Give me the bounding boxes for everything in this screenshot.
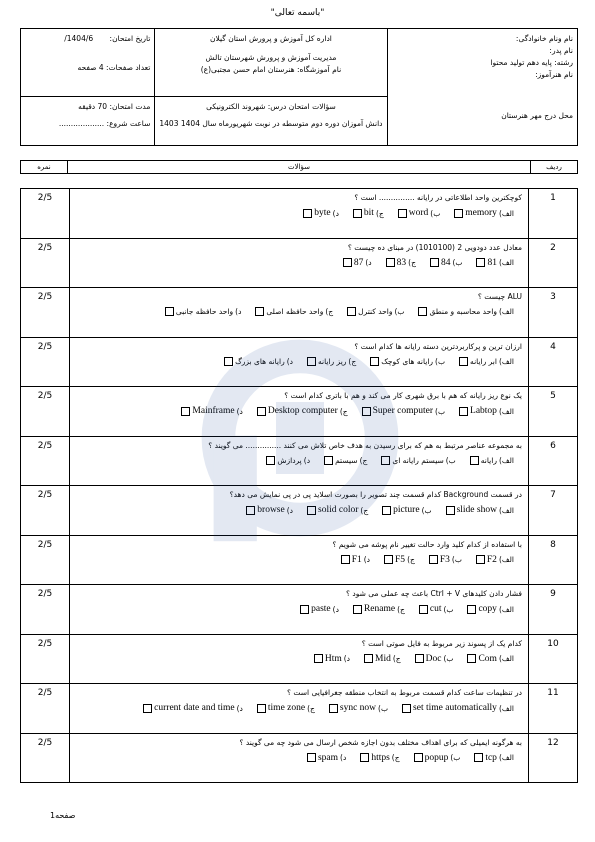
option-text: copy [478,604,497,614]
question-body [70,634,529,684]
question-text: به هرگونه ایمیلی که برای اهداف مختلف بدون اجازه شخص ارسال می شود چه می گویند ؟ [239,737,522,747]
org-name: اداره کل آموزش و پرورش استان گیلان [210,34,332,43]
option-text: time zone [267,703,306,713]
option-letter: الف) [498,356,514,366]
question-row [21,337,578,387]
questions-header: سؤالات [68,161,531,174]
checkbox-icon[interactable] [143,704,152,713]
option-text: پردازش [277,455,302,465]
option-letter: ب) [452,258,463,267]
questions-table [20,188,578,783]
option-letter: د) [340,753,347,762]
answer-option[interactable] [362,406,445,416]
answer-option[interactable] [353,604,405,614]
checkbox-icon[interactable] [476,258,485,267]
option-text: slide show [456,505,497,515]
question-body [70,436,529,486]
option-text: واحد کنترل [358,307,393,316]
question-number: 9 [529,585,578,635]
question-score: 2/5 [21,733,70,783]
checkbox-icon[interactable] [329,704,338,713]
option-text: popup [424,752,449,763]
question-score: 2/5 [21,634,70,684]
answer-option[interactable] [314,654,350,664]
answer-options [76,357,522,366]
option-letter: د) [332,604,339,614]
question-number: 8 [529,535,578,585]
option-letter: د) [286,505,294,515]
option-letter: د) [303,455,311,465]
option-letter: ج) [375,208,384,218]
question-text: در قسمت Background کدام قسمت چند تصویر را بصورت اسلاید پی در پی نمایش می دهد؟ [229,490,522,499]
teacher-name-field[interactable]: نام هنرآموز: [535,70,573,79]
answer-option[interactable] [224,357,293,366]
option-letter: ب) [430,208,441,218]
option-letter: د) [236,703,243,713]
question-number: 10 [529,634,578,684]
question-body [70,189,529,239]
question-number: 1 [529,189,578,239]
answer-option[interactable] [370,357,445,366]
option-letter: ب) [435,356,446,366]
option-text: tcp [485,752,497,763]
option-letter: ب) [450,753,461,762]
option-text: سیستم [335,455,358,465]
checkbox-icon[interactable] [307,357,316,366]
checkbox-icon[interactable] [454,209,463,218]
question-text: به مجموعه عناصر مرتبط به هم که برای رسیدن به هدف خاص تلاش می کنند ............... می گویند ؟ [208,440,522,450]
question-score: 2/5 [21,387,70,437]
exam-subject: سؤالات امتحان درس: شهروند الکترونیکی [206,101,336,111]
option-letter: الف) [498,604,514,614]
organization-cell [155,29,387,97]
option-text: رایانه [480,455,497,465]
option-letter: ج) [360,505,369,515]
question-score: 2/5 [21,337,70,387]
checkbox-icon[interactable] [476,555,485,564]
exam-date-value: 1404/6/ [64,34,94,43]
checkbox-icon[interactable] [402,704,411,713]
answer-option[interactable] [382,505,431,515]
option-text: ریز رایانه [317,356,347,366]
option-text: Labtop [470,406,497,416]
answer-option[interactable] [476,258,514,268]
option-letter: الف) [498,455,514,465]
option-text: 84 [440,257,451,268]
option-text: set time automatically [413,703,497,713]
answer-option[interactable] [419,604,454,614]
option-letter: د) [235,307,242,316]
checkbox-icon[interactable] [324,456,333,465]
option-letter: ج) [408,258,416,267]
question-number: 7 [529,486,578,536]
answer-option[interactable] [415,654,454,664]
option-letter: ج) [359,455,368,465]
checkbox-icon[interactable] [165,307,174,316]
question-number: 12 [529,733,578,783]
student-info-cell [387,29,577,146]
answer-option[interactable] [257,406,348,416]
option-letter: ب) [445,455,456,465]
answer-options [76,505,522,515]
page-number: صفحه1 [50,811,76,820]
question-text: کوچکترین واحد اطلاعاتی در رایانه ............... است ؟ [354,193,522,202]
option-letter: ج) [391,753,400,762]
question-table-header [20,160,578,174]
answer-option[interactable] [181,406,242,416]
checkbox-icon[interactable] [382,506,391,515]
checkbox-icon[interactable] [398,209,407,218]
checkbox-icon[interactable] [307,506,316,515]
option-text: paste [311,604,331,614]
answer-option[interactable] [386,258,416,268]
page-count: تعداد صفحات: 4 صفحه [77,63,151,72]
question-score: 2/5 [21,684,70,734]
question-number: 2 [529,238,578,288]
checkbox-icon[interactable] [418,307,427,316]
checkbox-icon[interactable] [181,407,190,416]
question-text: با استفاده از کدام کلید وارد حالت تغییر نام پوشه می شویم ؟ [332,539,522,549]
question-row [21,634,578,684]
question-number: 11 [529,684,578,734]
answer-option[interactable] [266,456,310,465]
question-body [70,684,529,734]
answer-option[interactable] [257,703,315,713]
student-name-field[interactable]: نام ونام خانوادگی: [515,34,573,43]
option-text: 83 [396,257,407,268]
answer-option[interactable] [429,555,462,565]
answer-option[interactable] [446,505,514,515]
answer-options [76,753,522,763]
option-text: cut [429,604,442,614]
answer-option[interactable] [307,505,368,515]
question-text: در تنظیمات ساعت کدام قسمت مربوط به انتخاب منطقه جغرافیایی است ؟ [287,688,522,697]
option-text: F3 [439,554,450,565]
question-row [21,288,578,338]
option-text: memory [465,208,497,218]
exam-date-label: تاریخ امتحان: [109,34,151,43]
answer-options [76,703,522,713]
option-letter: ج) [392,654,401,663]
answer-option[interactable] [347,307,404,316]
school-name: نام آموزشگاه: هنرستان امام حسن مجتبی(ع) [200,65,342,74]
answer-options [76,307,522,316]
option-text: Rename [363,604,396,614]
checkbox-icon[interactable] [246,506,255,515]
option-text: sync now [339,703,377,713]
checkbox-icon[interactable] [429,555,438,564]
answer-option[interactable] [329,703,388,713]
option-letter: ب) [394,307,405,316]
answer-option[interactable] [384,555,415,565]
answer-option[interactable] [360,753,399,763]
option-letter: د) [343,654,350,663]
checkbox-icon[interactable] [362,407,371,416]
option-letter: ب) [443,654,454,663]
question-body [70,387,529,437]
answer-option[interactable] [324,456,367,465]
question-number: 5 [529,387,578,437]
score-header: نمره [21,161,68,174]
question-score: 2/5 [21,238,70,288]
option-letter: الف) [498,406,514,416]
checkbox-icon[interactable] [255,307,264,316]
option-letter: الف) [498,654,514,663]
question-body [70,238,529,288]
checkbox-icon[interactable] [300,605,309,614]
answer-option[interactable] [255,307,333,316]
option-text: word [408,208,429,218]
question-text: ارزان ترین و پرکاربردترین دسته رایانه ها کدام است ؟ [354,341,522,351]
option-text: picture [393,505,420,515]
question-score: 2/5 [21,535,70,585]
question-text: کدام یک از پسوند زیر مربوط به فایل صوتی است ؟ [361,638,522,648]
question-row [21,189,578,239]
question-text: فشار دادن کلیدهای Ctrl + V باعث چه عملی می شود ؟ [346,589,522,598]
checkbox-icon[interactable] [415,654,424,663]
option-text: https [371,752,390,763]
department-name: مدیریت آموزش و پرورش شهرستان تالش [205,53,337,62]
checkbox-icon[interactable] [474,753,483,762]
field-label: رشته: پایه دهم تولید محتوا [490,58,573,67]
answer-option[interactable] [303,208,339,218]
exam-date [25,34,150,43]
option-text: bit [363,208,374,218]
checkbox-icon[interactable] [467,605,476,614]
option-letter: د) [286,356,293,366]
answer-option[interactable] [414,753,461,763]
checkbox-icon[interactable] [314,654,323,663]
answer-option[interactable] [165,307,242,316]
option-letter: ب) [435,406,446,416]
checkbox-icon[interactable] [353,605,362,614]
exam-info-cell-bottom [21,96,155,145]
answer-option[interactable] [474,753,514,763]
option-text: واحد حافظه اصلی [266,307,324,316]
exam-info-cell-top [21,29,155,97]
option-text: F1 [351,554,362,565]
checkbox-icon[interactable] [303,209,312,218]
option-text: Com [478,653,497,664]
answer-options [76,654,522,664]
option-letter: الف) [498,208,514,218]
question-row [21,585,578,635]
answer-option[interactable] [341,555,370,565]
option-letter: ج) [325,307,334,316]
option-letter: ج) [407,555,415,564]
checkbox-icon[interactable] [224,357,233,366]
answer-option[interactable] [467,654,514,664]
checkbox-icon[interactable] [419,605,428,614]
answer-options [76,456,522,465]
question-score: 2/5 [21,585,70,635]
checkbox-icon[interactable] [381,456,390,465]
question-row [21,486,578,536]
option-letter: د) [332,208,339,218]
checkbox-icon[interactable] [353,209,362,218]
question-row [21,387,578,437]
option-text: Mainframe [192,406,235,416]
answer-option[interactable] [307,357,356,366]
answer-option[interactable] [467,604,514,614]
question-body [70,585,529,635]
option-text: spam [317,752,339,763]
option-text: سیستم رایانه ای [392,455,444,465]
question-score: 2/5 [21,486,70,536]
question-body [70,337,529,387]
option-letter: ب) [451,555,462,564]
option-letter: الف) [498,703,514,713]
option-letter: ب) [443,604,454,614]
answer-options [76,406,522,416]
option-text: byte [314,208,331,218]
question-body [70,288,529,338]
checkbox-icon[interactable] [257,407,266,416]
option-letter: ب) [378,703,389,713]
answer-option[interactable] [364,654,401,664]
question-row [21,535,578,585]
option-text: Mid [375,653,391,664]
answer-option[interactable] [381,456,455,465]
option-text: Desktop computer [267,406,338,416]
subject-cell [155,96,387,145]
option-text: Super computer [372,406,434,416]
question-body [70,486,529,536]
option-text: رایانه های کوچک [381,356,434,366]
exam-term: دانش آموزان دوره دوم متوسطه در نوبت شهریورماه سال 1404 1403 [159,118,383,128]
question-row [21,733,578,783]
checkbox-icon[interactable] [343,258,352,267]
option-text: 81 [487,257,497,268]
answer-option[interactable] [398,208,441,218]
exam-duration: مدت امتحان: 70 دقیقه [78,101,151,111]
father-name-field[interactable]: نام پدر: [549,46,573,55]
question-row [21,436,578,486]
question-score: 2/5 [21,436,70,486]
question-score: 2/5 [21,288,70,338]
option-letter: الف) [498,307,514,316]
question-number: 3 [529,288,578,338]
option-letter: ج) [307,703,315,713]
option-text: browse [257,505,285,515]
row-header: ردیف [531,161,578,174]
answer-option[interactable] [418,307,514,316]
question-number: 6 [529,436,578,486]
answer-option[interactable] [300,604,339,614]
checkbox-icon[interactable] [364,654,373,663]
checkbox-icon[interactable] [266,456,275,465]
option-text: solid color [318,505,359,515]
option-text: Htm [324,653,342,664]
checkbox-icon[interactable] [341,555,350,564]
option-letter: ج) [348,356,357,366]
answer-options [76,208,522,218]
answer-option[interactable] [143,703,243,713]
question-body [70,733,529,783]
answer-option[interactable] [454,208,514,218]
question-body [70,535,529,585]
exam-header [20,28,578,146]
answer-option[interactable] [343,258,372,268]
answer-options [76,604,522,614]
option-text: Doc [425,653,442,664]
question-number: 4 [529,337,578,387]
checkbox-icon[interactable] [459,407,468,416]
option-letter: الف) [498,753,514,762]
option-text: واحد حافظه جانبی [175,307,234,316]
option-text: F5 [395,554,406,565]
option-letter: الف) [498,505,514,515]
checkbox-icon[interactable] [384,555,393,564]
answer-options [76,258,522,268]
answer-option[interactable] [459,357,514,366]
checkbox-icon[interactable] [386,258,395,267]
answer-options [76,555,522,565]
answer-option[interactable] [459,406,514,416]
option-letter: الف) [498,555,514,564]
option-text: ابر رایانه [470,356,497,366]
answer-option[interactable] [402,703,514,713]
checkbox-icon[interactable] [307,753,316,762]
checkbox-icon[interactable] [370,357,379,366]
option-letter: ج) [339,406,348,416]
checkbox-icon[interactable] [470,456,479,465]
option-text: واحد محاسبه و منطق [429,307,497,316]
option-text: F2 [486,554,497,565]
checkbox-icon[interactable] [414,753,423,762]
option-text: 87 [353,257,364,268]
checkbox-icon[interactable] [430,258,439,267]
option-letter: د) [363,555,371,564]
option-letter: د) [236,406,243,416]
question-text: ALU چیست ؟ [477,292,522,301]
answer-option[interactable] [307,753,346,763]
answer-option[interactable] [353,208,384,218]
option-letter: د) [365,258,372,267]
option-text: رایانه های بزرگ [235,356,285,366]
start-time: ساعت شروع: ................... [58,118,151,128]
option-letter: ج) [397,604,405,614]
answer-option[interactable] [246,505,293,515]
question-score: 2/5 [21,189,70,239]
question-row [21,684,578,734]
option-text: current date and time [154,703,235,713]
answer-option[interactable] [470,456,514,465]
checkbox-icon[interactable] [257,704,266,713]
checkbox-icon[interactable] [347,307,356,316]
answer-option[interactable] [430,258,463,268]
question-text: یک نوع ریز رایانه که هم با برق شهری کار می کند و هم با باتری کدام است ؟ [284,391,522,400]
option-letter: ب) [421,505,432,515]
checkbox-icon[interactable] [360,753,369,762]
page-title: "باسمه تعالی" [270,8,325,18]
school-stamp-area: محل درج مهر هنرستان [501,111,573,120]
checkbox-icon[interactable] [459,357,468,366]
checkbox-icon[interactable] [467,654,476,663]
question-row [21,238,578,288]
answer-option[interactable] [476,555,514,565]
question-text: معادل عدد دودویی 2 (1010100) در مبنای ده چیست ؟ [347,242,522,252]
option-letter: الف) [498,258,514,267]
checkbox-icon[interactable] [446,506,455,515]
